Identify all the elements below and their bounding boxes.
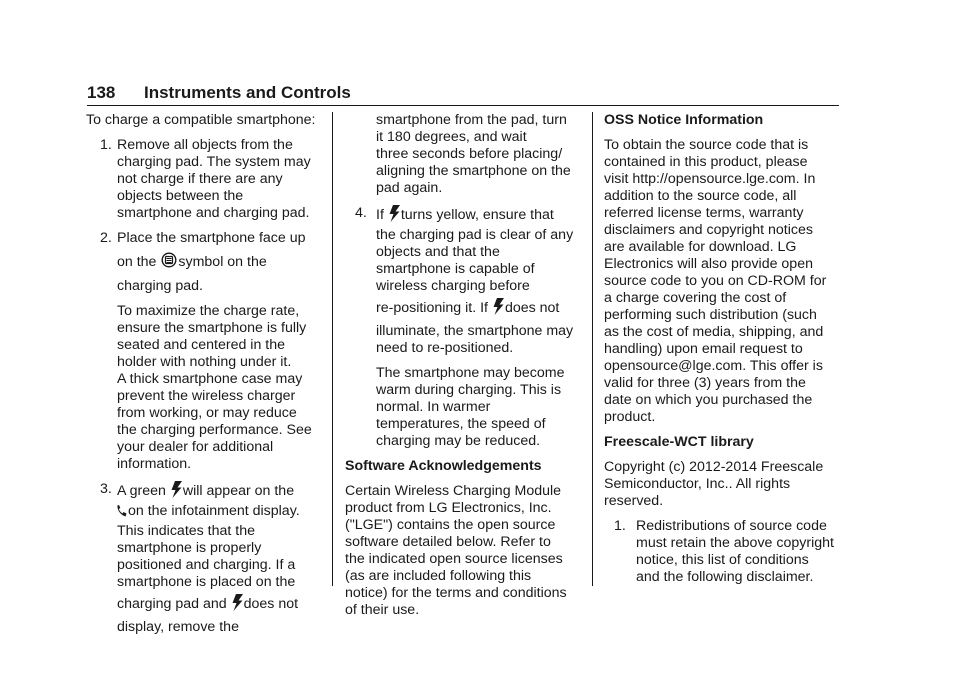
lightning-bolt-icon [493, 298, 504, 320]
text-line: need to re-positioned. [376, 340, 514, 356]
text-line: performing such distribution (such [604, 307, 817, 323]
text-line: warm during charging. This is [376, 382, 562, 398]
text-line: must retain the above copyright [636, 535, 834, 551]
step-number: 1. [100, 137, 112, 153]
text-line: notice) for the terms and conditions [345, 585, 567, 601]
text-line: temperatures, the speed of [376, 416, 546, 432]
text-line: from working, or may reduce [117, 405, 297, 421]
intro-text: To charge a compatible smartphone: [86, 112, 316, 128]
text-line: Copyright (c) 2012-2014 Freescale [604, 459, 824, 475]
text-line [117, 251, 322, 274]
step-3-continued [345, 112, 583, 197]
text-fragment: turns yellow, ensure that [400, 207, 554, 223]
text-line: aligning the smartphone on the [376, 163, 571, 179]
text-line: ensure the smartphone is fully [117, 320, 307, 336]
text-line: Semiconductor, Inc.. All rights [604, 476, 791, 492]
phone-charging-pad-icon [161, 251, 177, 274]
text-line: wireless charging before [376, 278, 530, 294]
text-line: illuminate, the smartphone may [376, 323, 574, 339]
text-line: a charge covering the cost of [604, 290, 787, 306]
text-fragment: will appear on the [182, 483, 295, 499]
step-number: 4. [355, 205, 367, 221]
text-fragment: does not [504, 300, 560, 316]
text-line: smartphone is capable of [376, 261, 535, 277]
header-rule [87, 105, 839, 106]
column-divider-1 [332, 112, 333, 586]
copyright-paragraph [604, 459, 844, 510]
text-line: objects and that the [376, 244, 500, 260]
text-line: Remove all objects from the [117, 137, 293, 153]
text-fragment: on the [117, 254, 157, 270]
text-line: source code to you on CD-ROM for [604, 273, 827, 289]
step-number: 3. [100, 481, 112, 497]
text-line [117, 503, 322, 523]
text-line: This indicates that the [117, 523, 256, 539]
text-line: the charging performance. See [117, 422, 312, 438]
step-4 [345, 205, 583, 450]
step-2 [86, 230, 322, 473]
text-line: disclaimers and copyright notices [604, 222, 813, 238]
text-line: product from LG Electronics, Inc. [345, 500, 552, 516]
step-1 [86, 137, 322, 222]
section-title: Instruments and Controls [144, 83, 351, 102]
text-line: the charging pad is clear of any [376, 227, 574, 243]
text-line: as the cost of media, shipping, and [604, 324, 824, 340]
text-line: To maximize the charge rate, [117, 303, 300, 319]
text-fragment: A green [117, 483, 166, 499]
text-line: Place the smartphone face up [117, 230, 306, 246]
text-line: normal. In warmer [376, 399, 491, 415]
text-line: three seconds before placing/ [376, 146, 563, 162]
text-line [117, 594, 322, 616]
text-line: Redistributions of source code [636, 518, 827, 534]
text-line: display, remove the [117, 619, 239, 635]
text-line: valid for three (3) years from the [604, 375, 806, 391]
column-divider-2 [592, 112, 593, 586]
text-line: Certain Wireless Charging Module [345, 483, 562, 499]
step-number: 1. [614, 518, 626, 534]
text-line [376, 205, 583, 227]
text-line: referred license terms, warranty [604, 205, 804, 221]
text-line: it 180 degrees, and wait [376, 129, 527, 145]
lightning-bolt-icon [232, 594, 243, 616]
text-line: smartphone is properly [117, 540, 262, 556]
text-line: information. [117, 456, 192, 472]
text-line: pad again. [376, 180, 443, 196]
column-1 [86, 112, 322, 644]
oss-notice-paragraph [604, 137, 844, 426]
column-2 [345, 112, 583, 627]
text-line: smartphone is placed on the [117, 574, 296, 590]
text-line: and the following disclaimer. [636, 569, 814, 585]
text-line: are available for download. LG [604, 239, 797, 255]
text-line: Electronics will also provide open [604, 256, 813, 272]
text-line: product. [604, 409, 656, 425]
text-fragment: charging pad and [117, 596, 227, 612]
text-line: visit http://opensource.lge.com. In [604, 171, 816, 187]
text-line: To obtain the source code that is [604, 137, 809, 153]
condition-1 [604, 518, 844, 586]
text-line: positioned and charging. If a [117, 557, 296, 573]
page-header [87, 83, 839, 107]
text-line: smartphone from the pad, turn [376, 112, 567, 128]
text-line: holder with nothing under it. [117, 354, 292, 370]
phone-signal-icon [116, 504, 127, 523]
text-fragment: re-positioning it. If [376, 300, 488, 316]
text-line: smartphone and charging pad. [117, 205, 310, 221]
text-fragment: on the infotainment display. [128, 503, 300, 519]
text-line: prevent the wireless charger [117, 388, 296, 404]
text-line: The smartphone may become [376, 365, 565, 381]
text-line: software detailed below. Refer to [345, 534, 551, 550]
text-fragment: symbol on the [178, 254, 267, 270]
text-line: charging may be reduced. [376, 433, 541, 449]
text-line: A thick smartphone case may [117, 371, 303, 387]
step-3 [86, 481, 322, 636]
text-line: opensource@lge.com. This offer is [604, 358, 823, 374]
freescale-heading: Freescale-WCT library [604, 434, 754, 450]
text-fragment: does not [243, 596, 299, 612]
text-line: notice, this list of conditions [636, 552, 809, 568]
text-line: reserved. [604, 493, 664, 509]
text-line: date on which you purchased the [604, 392, 813, 408]
text-line: ("LGE") contains the open source [345, 517, 556, 533]
lightning-bolt-icon [171, 481, 182, 503]
text-line [117, 481, 322, 503]
text-fragment: If [376, 207, 384, 223]
page-number: 138 [87, 83, 116, 102]
lightning-bolt-icon [389, 205, 400, 227]
text-line: charging pad. The system may [117, 154, 311, 170]
text-line: handling) upon email request to [604, 341, 803, 357]
text-line: objects between the [117, 188, 244, 204]
text-line: addition to the source code, all [604, 188, 797, 204]
text-line: (as are included following this [345, 568, 532, 584]
text-line: of their use. [345, 602, 420, 618]
text-line: charging pad. [117, 278, 203, 294]
step-number: 2. [100, 230, 112, 246]
acknowledgements-paragraph [345, 483, 583, 619]
text-line: not charge if there are any [117, 171, 283, 187]
text-line: your dealer for additional [117, 439, 274, 455]
software-acknowledgements-heading: Software Acknowledgements [345, 458, 542, 474]
text-line: seated and centered in the [117, 337, 286, 353]
text-line [376, 298, 583, 320]
oss-notice-heading: OSS Notice Information [604, 112, 764, 128]
text-line: contained in this product, please [604, 154, 808, 170]
column-3 [604, 112, 844, 594]
text-line: the indicated open source licenses [345, 551, 563, 567]
